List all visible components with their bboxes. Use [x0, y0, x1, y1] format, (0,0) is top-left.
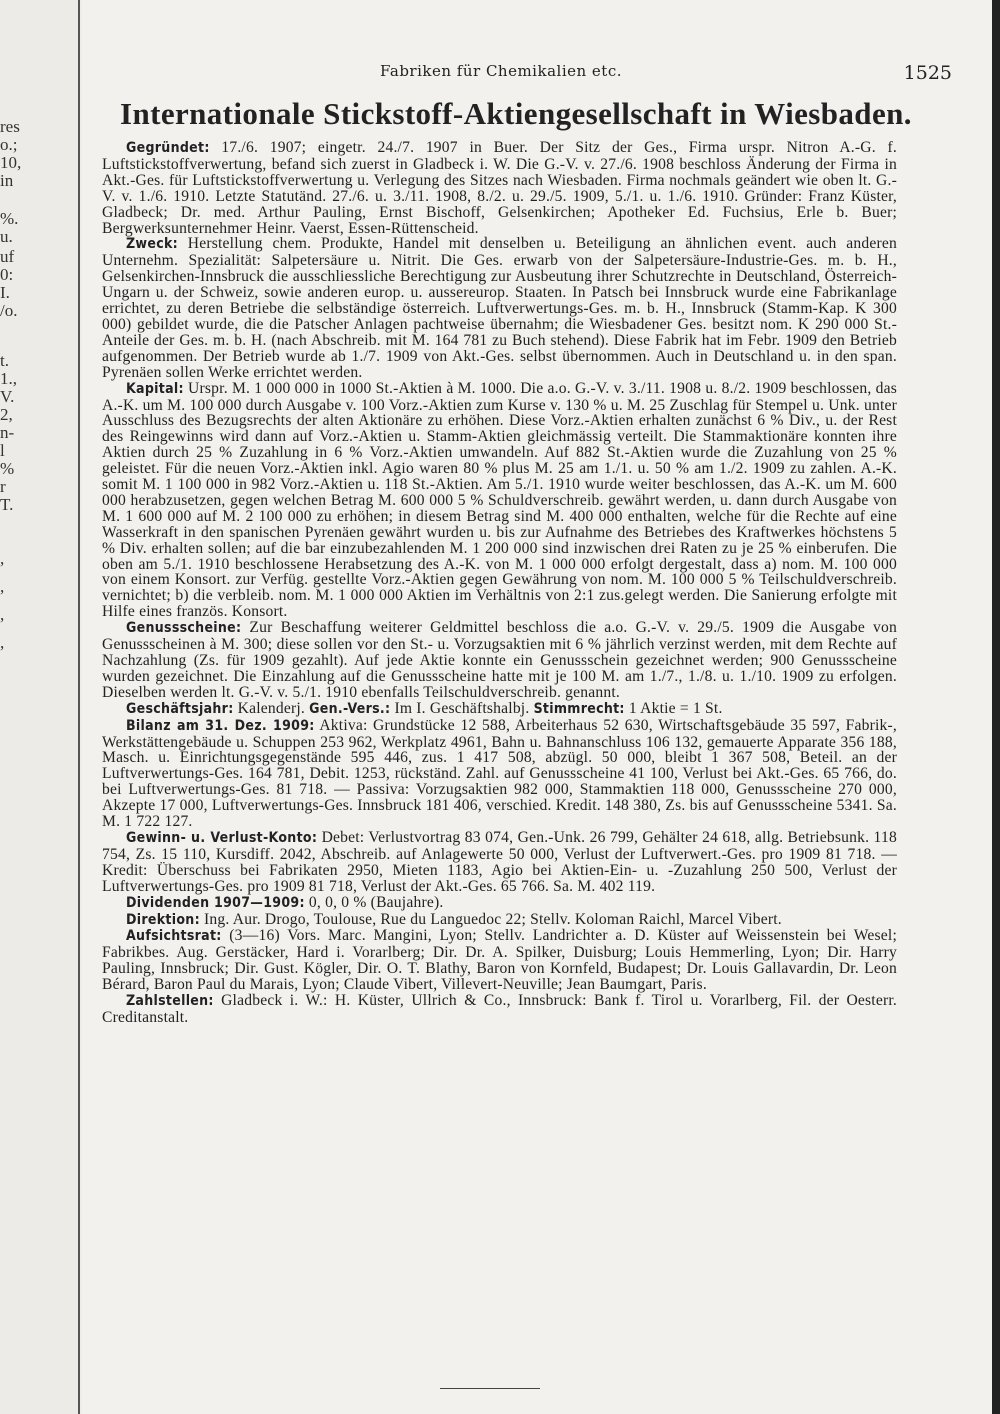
margin-fragment: 10, [0, 153, 22, 172]
page [82, 0, 1000, 1414]
margin-fragment: res [0, 117, 20, 136]
margin-fragment: uf [0, 247, 15, 266]
margin-fragment: u. [0, 227, 13, 246]
page-edge-shadow [992, 0, 1000, 1414]
margin-fragment: T. [0, 495, 14, 514]
section-text: Debet: Verlustvortrag 83 074, Gen.-Unk. 26 799, Gehälter 24 618, allg. Betriebsunk. 118 754, Zs. 15 110, Kursdiff. 2042, Abschreib. auf Anlagewerte 50 000, Verlust der Luftverwert.-Ges. pro 1909 81 718. — Kredit: Überschuss bei Fabrikaten 2950, Mieten 1183, Agio bei Aktien-Ein- u. -Zuzahlung 250 500, Verlust der Luftverwertungs-Ges. pro 1909 81 718, Verlust der Akt.-Ges. 65 766. Sa. M. 402 119. [102, 828, 897, 895]
section-text: Gladbeck i. W.: H. Küster, Ullrich & Co., Innsbruck: Bank f. Tirol u. Vorarlberg, Fil. der Oesterr. Creditanstalt. [102, 992, 897, 1026]
article-body [102, 140, 897, 1026]
margin-fragment: , [0, 605, 5, 624]
margin-fragment: o.; [0, 135, 18, 154]
section-text: Herstellung chem. Produkte, Handel mit denselben u. Beteiligung an ähnlichen event. auch anderen Unternehm. Spezialität: Salpetersäure u. Nitrit. Die Ges. erwarb von der Salpetersäure-Industrie-Ges. m. b. H., Gelsenkirchen-Innsbruck die ausschliessliche Berechtigung zur Ausbeutung ihrer Schutzrechte in Deutschland, Österreich-Ungarn u. der Schweiz, sowie anderen europ. u. aussereurop. Staaten. In Patsch bei Innsbruck wurde eine Fabrikanlage errichtet, zu deren Betriebe die selbständige österreich. Luftverwertungs-Ges. m. b. H., Innsbruck (Stamm-Kap. K 300 000) gebildet wurde, die die Patscher Anlagen pachtweise übernahm; die Wiesbadener Ges. besitzt nom. K 290 000 St.-Anteile der Ges. m. b. H. (nach Abschreib. mit M. 164 781 zu Buch stehend). Diese Fabrik hat im Febr. 1909 den Betrieb aufgenommen. Der Betrieb wurde ab 1./7. 1909 von Akt.-Ges. selbst übernommen. Auch in Deutschland u. in den span. Pyrenäen sollen Werke errichtet werden. [102, 235, 897, 381]
section-label: Kapital: [126, 380, 184, 397]
margin-fragment: I. [0, 283, 10, 302]
margin-fragment: l [0, 441, 5, 460]
section-label: Gewinn- u. Verlust-Konto: [126, 829, 318, 846]
section-geschaeftsjahr [102, 701, 897, 718]
margin-fragment: 2, [0, 405, 13, 424]
running-header [82, 62, 962, 86]
section-label: Zweck: [126, 236, 178, 253]
section-label: Stimmrecht: [533, 700, 625, 717]
section-label: Zahlstellen: [126, 993, 214, 1010]
margin-fragment: %. [0, 209, 19, 228]
margin-fragment: % [0, 459, 15, 478]
section-label: Dividenden 1907—1909: [126, 894, 305, 911]
section-text: Ing. Aur. Drogo, Toulouse, Rue du Languedoc 22; Stellv. Koloman Raichl, Marcel Vibert. [204, 910, 782, 928]
margin-fragment: 1., [0, 369, 17, 388]
margin-fragment: V. [0, 387, 15, 406]
margin-fragment: , [0, 577, 5, 596]
section-text: Aktiva: Grundstücke 12 588, Arbeiterhaus 52 630, Wirtschaftsgebäude 35 597, Fabrik-, Werkstättengebäude u. Schuppen 253 962, Werkplatz 4961, Bahn u. Bahnanschluss 106 132, gemauerte Apparate 356 188, Masch. u. Einrichtungsgegenstände 595 446, zus. 1 417 508, abzügl. 50 000, bleibt 1 367 508, Beteil. an der Luftverwertungs-Ges. 164 781, Debit. 1253, rückständ. Zahl. auf Genussscheine 41 100, Verlust bei Akt.-Ges. 65 766, do. bei Luftverwertungs-Ges. 81 718. — Passiva: Vorzugsaktien 982 000, Stammaktien 118 000, Genussscheine 270 000, Akzepte 17 000, Luftverwertungs-Ges. Innsbruck 181 406, verschied. Kredit. 148 380, Zs. bis auf Genussscheine 5341. Sa. M. 1 722 127. [102, 716, 897, 831]
page-number: 1525 [903, 62, 952, 84]
section-label: Gen.-Vers.: [309, 700, 391, 717]
section-text: Kalenderj. [237, 699, 306, 717]
margin-fragment: , [0, 549, 5, 568]
section-label: Genussscheine: [126, 620, 242, 637]
section-dividenden [102, 895, 897, 912]
section-kapital [102, 381, 897, 621]
margin-fragment: t. [0, 351, 9, 370]
margin-fragment: , [0, 633, 5, 652]
closing-rule [440, 1388, 540, 1389]
previous-page-margin [0, 0, 80, 1414]
section-label: Aufsichtsrat: [126, 928, 222, 945]
section-text: 0, 0, 0 % (Baujahre). [308, 893, 444, 911]
section-zweck [102, 236, 897, 380]
margin-fragment: /o. [0, 301, 18, 320]
section-text: Urspr. M. 1 000 000 in 1000 St.-Aktien à M. 1000. Die a.o. G.-V. v. 3./11. 1908 u. 8./2. 1909 beschlossen, das A.-K. um M. 100 000 durch Ausgabe v. 100 Vorz.-Aktien zum Kurse v. 130 % u. M. 25 Zuschlag für Stempel u. Unk. unter Ausschluss des Bezugsrechts der alten Aktionäre zu erhöhen. Diese Vorz.-Aktien erhalten zunächst 6 % Div., u. der Rest des Reingewinns wird dann auf Vorz.-Aktien u. Stamm-Aktien gleichmässig verteilt. Die Stammaktionäre konnten ihre Aktien durch 25 % Zuzahlung in 6 % Vorz.-Aktien umwandeln. Auf 882 St.-Aktien wurde die Zuzahlung von 25 % geleistet. Für die neuen Vorz.-Aktien inkl. Agio waren 80 % plus M. 25 am 1./1. u. 50 % am 1./2. 1909 zu zahlen. A.-K. somit M. 1 100 000 in 982 Vorz.-Aktien u. 118 St.-Aktien. Am 5./1. 1910 wurde weiter beschlossen, das A.-K. um M. 600 000 herabzusetzen, gegen welchen Betrag M. 600 000 5 % Schuldverschreib. gewährt werden, u. dann durch Ausgabe von M. 1 600 000 auf M. 2 100 000 zu erhöhen; in diesem Betrag sind M. 400 000 enthalten, welche für die Rechte auf eine Wasserkraft in den spanischen Pyrenäen gewährt wurden u. bis zur Aufnahme des Betriebes des Kraftwerkes höchstens 5 % Div. erhalten sollen; auf die bar einzubezahlenden M. 1 200 000 sind inzwischen drei Raten zu je 25 % einberufen. Die oben am 5./1. 1910 beschlossene Herabsetzung des A.-K. von M. 1 000 000 erfolgt dergestalt, dass a) nom. M. 100 000 von einem Konsort. zur Verfüg. gestellte Vorz.-Aktien gegen Gewährung von nom. M. 100 000 5 % Teilschuldverschreib. vernichtet; b) die verbleib. nom. M. 1 000 000 Aktien im Verhältnis von 2:1 zus.gelegt werden. Die Sanierung erfolgte mit Hilfe eines französ. Konsort. [102, 379, 897, 621]
section-text: Im I. Geschäftshalbj. [394, 699, 530, 717]
section-aufsichtsrat [102, 928, 897, 993]
company-title: Internationale Stickstoff-Aktiengesellschaft in Wiesbaden. [120, 96, 912, 131]
margin-fragment: n- [0, 423, 15, 442]
section-label: Gegründet: [126, 140, 210, 156]
section-bilanz [102, 718, 897, 830]
section-gegruendet [102, 140, 897, 236]
section-gewinn-verlust [102, 830, 897, 895]
section-genussscheine [102, 620, 897, 701]
section-text: (3—16) Vors. Marc. Mangini, Lyon; Stellv. Landrichter a. D. Küster auf Weissenstein bei Wesel; Fabrikbes. Aug. Gerstäcker, Hard i. Vorarlberg; Dir. Dr. A. Spilker, Duisburg; Louis Hemmerling, Lyon; Dir. Harry Pauling, Innsbruck; Dir. Gust. Kögler, Dir. O. T. Blathy, Baron von Kornfeld, Budapest; Dr. Louis Gallavardin, Dr. Leon Bérard, Baron Paul du Marais, Lyon; Claude Vibert, Villevert-Neuville; Jean Baumgart, Paris. [102, 927, 897, 994]
margin-fragment: 0: [0, 265, 14, 284]
section-label: Bilanz am 31. Dez. 1909: [126, 717, 315, 734]
section-text: 1 Aktie = 1 St. [628, 699, 723, 717]
margin-fragment: in [0, 171, 14, 190]
section-zahlstellen [102, 993, 897, 1026]
running-title: Fabriken für Chemikalien etc. [380, 62, 622, 80]
section-label: Direktion: [126, 911, 200, 928]
section-text: 17./6. 1907; eingetr. 24./7. 1907 in Buer. Der Sitz der Ges., Firma urspr. Nitron A.-G. f. Luftstickstoffverwertung, befand sich zuerst in Gladbeck i. W. Die G.-V. v. 27./6. 1908 beschloss Änderung der Firma in Akt.-Ges. für Luftstickstoffverwertung u. Verlegung des Sitzes nach Wiesbaden. Firma nochmals geändert wie oben lt. G.-V. v. 1./6. 1910. Letzte Statutänd. 27./6. u. 3./11. 1908, 8./2. u. 29./5. 1909, 5./1. u. 1./6. 1910. Gründer: Franz Küster, Gladbeck; Dr. med. Arthur Pauling, Ernst Bischoff, Gelsenkirchen; Apotheker Ed. Fuchsius, Erle b. Buer; Bergwerksunternehmer Heinr. Vaerst, Essen-Rüttenscheid. [102, 139, 897, 237]
section-label: Geschäftsjahr: [126, 700, 234, 717]
margin-fragment: r [0, 477, 6, 496]
section-text: Zur Beschaffung weiterer Geldmittel beschloss die a.o. G.-V. v. 29./5. 1909 die Ausgabe von Genussscheinen à M. 300; diese sollen vor den St.- u. Vorzugsaktien mit 6 % jährlich verzinst werden, mit dem Rechte auf Nachzahlung (Zs. für 1909 gezahlt). Auf jede Aktie konnte ein Genussschein gezeichnet werden; 900 Genussscheine wurden gezeichnet. Die Einzahlung auf die Genussscheine hatte mit je 100 M. am 1./7., 1./8. u. 1./10. 1909 zu erfolgen. Dieselben werden lt. G.-V. v. 5./1. 1910 ebenfalls Teilschuldverschreib. genannt. [102, 619, 897, 701]
section-direktion [102, 912, 897, 929]
